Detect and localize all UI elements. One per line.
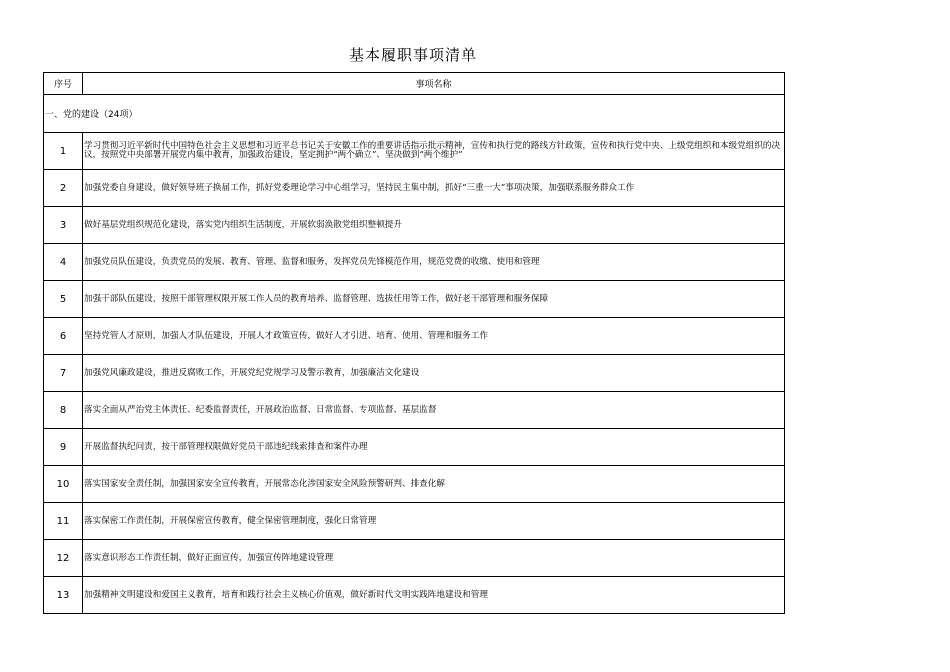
section-heading: 一、党的建设（24项） <box>44 95 785 133</box>
column-header-number: 序号 <box>44 73 83 95</box>
row-item-name: 落实意识形态工作责任制，做好正面宣传，加强宣传阵地建设管理 <box>83 540 785 577</box>
row-item-name: 坚持党管人才原则，加强人才队伍建设，开展人才政策宣传，做好人才引进、培育、使用、管理和服务工作 <box>83 318 785 355</box>
row-item-name: 加强党风廉政建设，推进反腐败工作，开展党纪党规学习及警示教育，加强廉洁文化建设 <box>83 355 785 392</box>
table-row <box>44 133 785 170</box>
column-header-name: 事项名称 <box>83 73 785 95</box>
row-item-name: 落实国家安全责任制，加强国家安全宣传教育，开展常态化涉国家安全风险预警研判、排查化解 <box>83 466 785 503</box>
table-row <box>44 318 785 355</box>
table-row <box>44 392 785 429</box>
duty-list-table <box>43 72 785 614</box>
row-number: 3 <box>44 207 83 244</box>
row-number: 13 <box>44 577 83 614</box>
row-number: 10 <box>44 466 83 503</box>
section-row <box>44 95 785 133</box>
row-number: 2 <box>44 170 83 207</box>
row-number: 9 <box>44 429 83 466</box>
page-title: 基本履职事项清单 <box>348 46 477 64</box>
table-row <box>44 466 785 503</box>
row-item-name: 加强精神文明建设和爱国主义教育，培育和践行社会主义核心价值观，做好新时代文明实践阵地建设和管理 <box>83 577 785 614</box>
table-row <box>44 503 785 540</box>
row-item-name: 落实全面从严治党主体责任、纪委监督责任，开展政治监督、日常监督、专项监督、基层监督 <box>83 392 785 429</box>
row-item-name: 做好基层党组织规范化建设，落实党内组织生活制度，开展软弱涣散党组织整顿提升 <box>83 207 785 244</box>
row-item-name: 加强党员队伍建设，负责党员的发展、教育、管理、监督和服务，发挥党员先锋模范作用，规范党费的收缴、使用和管理 <box>83 244 785 281</box>
row-number: 11 <box>44 503 83 540</box>
row-number: 1 <box>44 133 83 170</box>
row-item-name: 开展监督执纪问责，按干部管理权限做好党员干部违纪线索排查和案件办理 <box>83 429 785 466</box>
row-number: 7 <box>44 355 83 392</box>
table-row <box>44 577 785 614</box>
row-number: 6 <box>44 318 83 355</box>
row-item-name: 加强党委自身建设，做好领导班子换届工作，抓好党委理论学习中心组学习，坚持民主集中制，抓好“三重一大”事项决策，加强联系服务群众工作 <box>83 170 785 207</box>
table-row <box>44 244 785 281</box>
row-number: 4 <box>44 244 83 281</box>
table-row <box>44 170 785 207</box>
table-row <box>44 540 785 577</box>
row-item-name: 学习贯彻习近平新时代中国特色社会主义思想和习近平总书记关于安徽工作的重要讲话指示批示精神，宣传和执行党的路线方针政策，宣传和执行党中央、上级党组织和本级党组织的决议，按照党中央部署开展党内集中教育，加强政治建设，坚定拥护“两个确立”、坚决做到“两个维护” <box>83 133 785 170</box>
table-row <box>44 281 785 318</box>
row-number: 12 <box>44 540 83 577</box>
table-row <box>44 355 785 392</box>
row-number: 8 <box>44 392 83 429</box>
table-row <box>44 207 785 244</box>
row-item-name: 落实保密工作责任制，开展保密宣传教育，健全保密管理制度，强化日常管理 <box>83 503 785 540</box>
row-number: 5 <box>44 281 83 318</box>
table-row <box>44 429 785 466</box>
row-item-name: 加强干部队伍建设，按照干部管理权限开展工作人员的教育培养、监督管理、选拔任用等工作，做好老干部管理和服务保障 <box>83 281 785 318</box>
table-header-row <box>44 73 785 95</box>
